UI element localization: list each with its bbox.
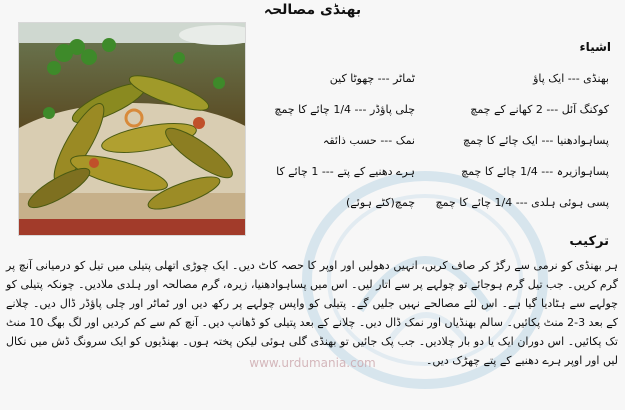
page-title: بھنڈی مصالحہ — [263, 2, 362, 18]
ingredient-item: ہرے دھنیے کے پتے --- 1 چائے کا — [276, 165, 415, 178]
ingredient-item: چلی پاؤڈر --- 1/4 چائے کا چمچ — [274, 103, 415, 116]
dish-photo — [18, 22, 246, 236]
watermark-url: www.urdumania.com — [249, 356, 376, 370]
ingredient-item: نمک --- حسب ذائقہ — [322, 134, 415, 147]
ingredient-item: کوکنگ آئل --- 2 کھانے کے چمچ — [470, 103, 609, 116]
ingredient-item: بھنڈی --- ایک پاؤ — [533, 72, 609, 85]
ingredients-heading: اشیاء — [579, 40, 611, 54]
method-text: ہر بھنڈی کو نرمی سے رگڑ کر صاف کریں، انہیں دھولیں اور اوپر کا حصہ کاٹ دیں۔ ایک چوڑی اتھلی پتیلی میں تیل کو درمیانی آنچ پر گرم کریں۔ جب تیل گرم ہوجائے تو چولہے پر سے اتار لیں۔ اس میں پساہوادھنیا، زیرہ، گرم مصالحہ اور ہلدی ملادیں۔ چونکہ پتیلی کو چولہے سے ہٹادیا گیا ہے۔ اس لئے مصالحے نہیں جلیں گے۔ پتیلی کو واپس چولہے پر رکھ دیں اور ٹماٹر اور چلی پاؤڈر ڈال دیں۔ چلانے کے بعد 3-2 منٹ پکائیں۔ سالم بھنڈیاں اور نمک ڈال دیں۔ چلانے کے بعد پتیلی کو ڈھانپ دیں۔ آنچ کم سے کم کردیں اور لگ بھگ 10 منٹ تک پکائیں۔ اس دوران ایک یا دو بار چلادیں۔ جب پک جائیں تو بھنڈی گلی ہوئی لیکن پختہ ہوں۔ بھنڈیوں کو ایک سرونگ ڈش میں نکال لیں اور اوپر ہرے دھنیے کے پتے چھڑک دیں۔ — [6, 259, 618, 367]
method-heading: ترکیب — [569, 234, 609, 249]
ingredient-item: پسی ہوئی ہلدی --- 1/4 چائے کا چمچ — [435, 196, 609, 209]
ingredient-item: ٹماٹر --- چھوٹا کین — [329, 72, 415, 85]
ingredient-item: پساہوادھنیا --- ایک چائے کا چمچ — [463, 134, 609, 147]
ingredient-item: پساہوازیرہ --- 1/4 چائے کا چمچ — [461, 165, 609, 178]
ingredient-item: چمچ(کٹے ہوئے) — [346, 196, 415, 209]
